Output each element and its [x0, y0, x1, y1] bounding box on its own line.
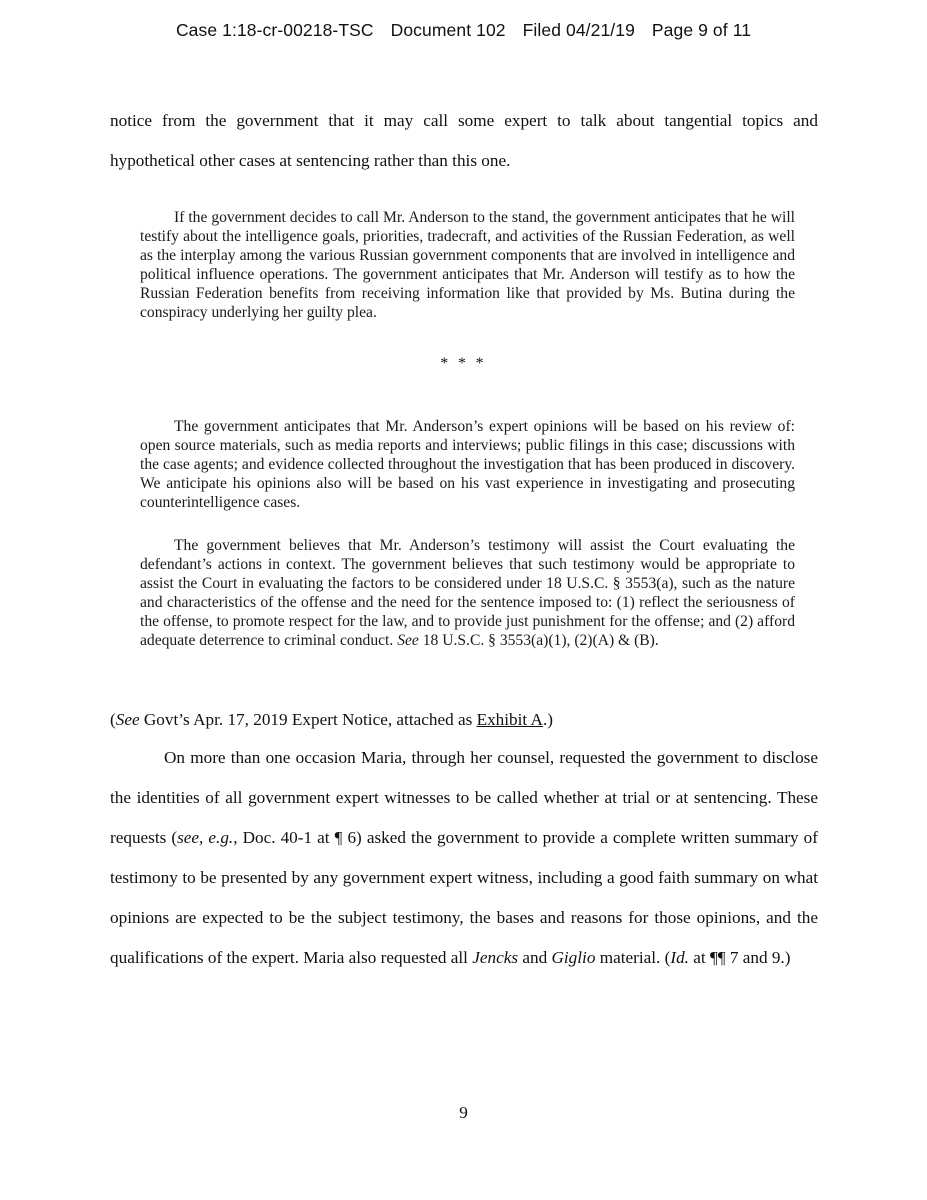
paragraph-line: hypothetical other cases at sentencing rather than this one.	[110, 151, 511, 170]
block-quote-1: If the government decides to call Mr. Anderson to the stand, the government anticipates that he will testify about the intelligence goals, priorities, tradecraft, and activities of the Russian Federation, as well as the interplay among the various Russian government components that are involved in intelligence and political influence operations. The government anticipates that Mr. Anderson will testify as to how the Russian Federation benefits from receiving information like that provided by Ms. Butina during the conspiracy underlying her guilty plea.	[140, 209, 795, 321]
quote-text: The government believes that Mr. Anderson’s testimony will assist the Court evaluating the defendant’s actions in context. The government believes that such testimony would be appropriate to assist the Court in evaluating the factors to be considered under 18 U.S.C. § 3553(a), such as the nature and characteristics of the offense and the need for the sentence imposed to: (1) reflect the seriousness of the offense, to promote respect for the law, and to provide just punishment for the offense; and (2) afford adequate deterrence to criminal conduct.	[140, 537, 795, 649]
paragraph-continuation	[110, 101, 818, 181]
section-separator: * * *	[440, 355, 487, 372]
jencks-term: Jencks	[472, 948, 519, 967]
statute-cite: 18 U.S.C. § 3553(a)(1), (2)(A) & (B).	[418, 632, 659, 649]
giglio-term: Giglio	[551, 948, 596, 967]
paragraph-line: notice from the government that it may call some expert to talk about tangential topics and	[110, 111, 818, 130]
id-signal: Id.	[670, 948, 689, 967]
paren-close: .)	[542, 710, 553, 729]
block-quote-2: The government anticipates that Mr. Anderson’s expert opinions will be based on his review of: open source materials, such as media reports and interviews; public filings in this case; discussions with the case agents; and evidence collected throughout the investigation that has been produced in discovery. We anticipate his opinions also will be based on his vast experience in investigating and prosecuting counterintelligence cases.	[140, 418, 795, 511]
signal-see: See	[397, 632, 419, 649]
exhibit-a-reference: Exhibit A	[476, 710, 543, 729]
document-number: Document 102	[390, 20, 506, 40]
paragraph-requests	[110, 738, 818, 978]
paragraph-text: material. (	[595, 948, 671, 967]
signal-see-eg: see, e.g.	[177, 828, 234, 847]
paragraph-text: On more than one occasion Maria, through her counsel, requested the government to disclose the identities of all government expert witnesses to be called whether at trial or at sentencing. These requests (	[110, 748, 818, 847]
filed-date: Filed 04/21/19	[522, 20, 635, 40]
block-quote-3	[140, 536, 795, 650]
exhibit-citation	[110, 700, 818, 740]
page-count: Page 9 of 11	[651, 20, 752, 40]
paragraph-text: , Doc. 40-1 at ¶ 6) asked the government to provide a complete written summary of testimony to be presented by any government expert witness, including a good faith summary on what opinions are expected to be the subject testimony, the bases and reasons for those opinions, and the qualifications of the expert. Maria also requested all	[110, 828, 819, 967]
paren-open: (	[110, 710, 116, 729]
citation-text: Govt’s Apr. 17, 2019 Expert Notice, attached as	[139, 710, 477, 729]
paragraph-text: at ¶¶ 7 and 9.)	[688, 948, 791, 967]
case-number: Case 1:18-cr-00218-TSC	[175, 20, 374, 40]
paragraph-text: and	[518, 948, 552, 967]
page-number: 9	[459, 1103, 468, 1122]
signal-see: See	[115, 710, 140, 729]
case-header	[0, 20, 927, 41]
